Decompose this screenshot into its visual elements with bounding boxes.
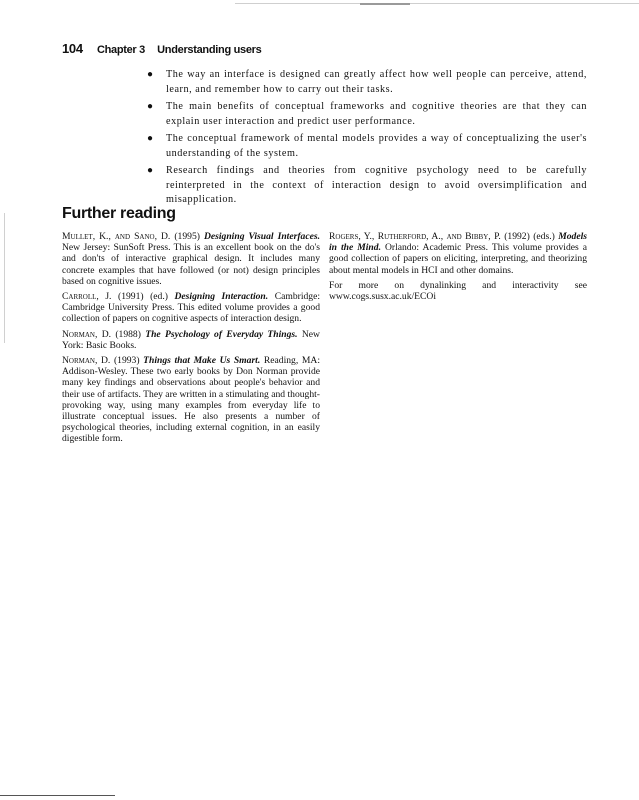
reference-authors: Carroll, J. [62, 291, 112, 303]
reference-year: (1993) [113, 355, 140, 367]
reference-authors: Mullet, K., and Sano, D. [62, 231, 171, 242]
reference-description: New York: Basic Books. [62, 328, 320, 351]
reference-mullet [62, 231, 320, 287]
reference-title: The Psychology of Everyday Things. [145, 328, 298, 340]
reference-norman-1988 [62, 329, 320, 351]
summary-bullet: ● The main benefits of conceptual frameworks and cognitive theories are that they can explain user interaction and predict user performance. [147, 101, 587, 127]
bullet-icon: ● [147, 165, 154, 176]
reference-year: (1988) [115, 328, 141, 340]
summary-bullet-list [147, 68, 587, 211]
bullet-icon: ● [147, 69, 154, 80]
footer-rule [0, 795, 115, 796]
reference-year: (1991) (ed.) [118, 291, 168, 303]
margin-mark [4, 213, 5, 343]
summary-bullet: ● The conceptual framework of mental models provides a way of conceptualizing the user's understanding of the system. [147, 133, 587, 159]
reading-column-left [62, 231, 320, 449]
page-number: 104 [62, 41, 83, 56]
reference-year: (1995) [174, 231, 200, 242]
chapter-title: Understanding users [157, 44, 262, 56]
summary-bullet: ● Research findings and theories from cognitive psychology need to be carefully reinterpreted in the context of interaction design to avoid oversimplification and misapplication. [147, 165, 587, 205]
section-title: Further reading [62, 205, 176, 222]
summary-bullet: ● The way an interface is designed can greatly affect how well people can perceive, attend, learn, and remember how to carry out their tasks. [147, 69, 587, 95]
reference-description: Orlando: Academic Press. This volume provides a good collection of papers on eliciting, interpreting, and theorizing about mental models in HCI and other domains. [329, 242, 587, 276]
reference-year: (1992) (eds.) [504, 231, 555, 242]
reference-carroll [62, 291, 320, 325]
chapter-label: Chapter 3 [96, 44, 145, 56]
bullet-icon: ● [147, 101, 154, 112]
reference-title: Models in the Mind. [329, 231, 588, 254]
top-rule-accent [360, 3, 410, 5]
reference-description: Reading, MA: Addison-Wesley. These two early books by Don Norman provide many key findings and observations about people's behavior and their use of artifacts. They are written in a stimulating and thought-provoking way, using many examples from everyday life to illustrate conceptual issues. He also presents a number of psychological theories, including external cognition, in an easily digestible form. [62, 355, 320, 445]
running-header [62, 40, 261, 58]
reference-authors: Rogers, Y., Rutherford, A., and Bibby, P. [329, 231, 501, 242]
reference-title: Designing Visual Interfaces. [203, 231, 320, 242]
bullet-icon: ● [147, 133, 154, 144]
reading-column-right [329, 231, 587, 306]
reference-title: Things that Make Us Smart. [143, 355, 261, 367]
reference-authors: Norman, D. [62, 355, 111, 367]
dynalinking-note: For more on dynalinking and interactivity see www.cogs.susx.ac.uk/ECOi [329, 279, 587, 303]
top-rule [235, 3, 639, 4]
reference-rogers [329, 231, 587, 276]
reference-authors: Norman, D. [62, 328, 112, 340]
reference-norman-1993 [62, 355, 320, 445]
reference-title: Designing Interaction. [174, 291, 269, 303]
reference-description: New Jersey: SunSoft Press. This is an excellent book on the do's and don'ts of interactive graphical design. It includes many concrete examples that have followed (or not) design principles based on cognitive issues. [62, 242, 320, 287]
reference-description: Cambridge: Cambridge University Press. This edited volume provides a good collection of papers on cognitive aspects of interaction design. [62, 291, 320, 325]
